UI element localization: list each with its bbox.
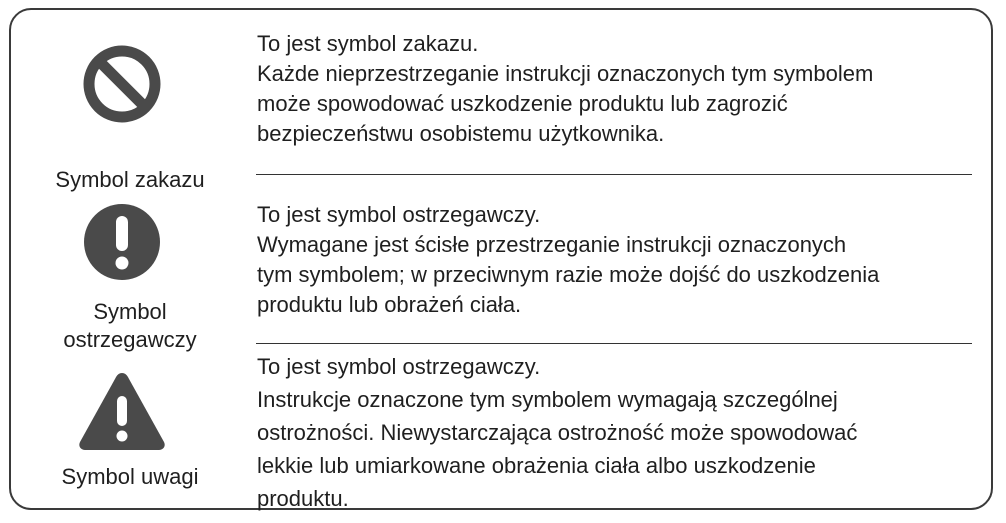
text-line: Instrukcje oznaczone tym symbolem wymagają szczególnej bbox=[257, 387, 838, 412]
text-line: produktu. bbox=[257, 486, 349, 511]
caption-warning-symbol bbox=[36, 298, 224, 354]
text-line: lekkie lub umiarkowane obrażenia ciała albo uszkodzenie bbox=[257, 453, 816, 478]
section-divider bbox=[256, 174, 972, 175]
warning-triangle-icon bbox=[77, 370, 167, 452]
section-prohibition-text bbox=[257, 29, 873, 149]
caption-caution-symbol bbox=[36, 463, 224, 491]
section-divider bbox=[256, 343, 972, 344]
text-line: To jest symbol ostrzegawczy. bbox=[257, 202, 541, 227]
text-line: To jest symbol zakazu. bbox=[257, 31, 479, 56]
text-line: ostrożności. Niewystarczająca ostrożność może spowodować bbox=[257, 420, 858, 445]
text-line: Wymagane jest ścisłe przestrzeganie instrukcji oznaczonych bbox=[257, 232, 847, 257]
caption-line: Symbol uwagi bbox=[61, 464, 199, 489]
caption-line: Symbol zakazu bbox=[55, 167, 205, 192]
section-warning-text bbox=[257, 200, 879, 320]
text-line: tym symbolem; w przeciwnym razie może dojść do uszkodzenia bbox=[257, 262, 880, 287]
caption-line: Symbol bbox=[93, 299, 167, 324]
exclamation-circle-icon bbox=[83, 203, 161, 281]
text-line: Każde nieprzestrzeganie instrukcji oznaczonych tym symbolem bbox=[257, 61, 874, 86]
text-line: produktu lub obrażeń ciała. bbox=[257, 292, 522, 317]
text-line: może spowodować uszkodzenie produktu lub zagrozić bbox=[257, 91, 788, 116]
caption-line: ostrzegawczy bbox=[63, 327, 197, 352]
section-caution-text bbox=[257, 350, 857, 515]
prohibition-icon bbox=[82, 44, 162, 124]
text-line: bezpieczeństwu osobistemu użytkownika. bbox=[257, 121, 665, 146]
caption-prohibition-symbol bbox=[36, 166, 224, 194]
text-line: To jest symbol ostrzegawczy. bbox=[257, 354, 541, 379]
